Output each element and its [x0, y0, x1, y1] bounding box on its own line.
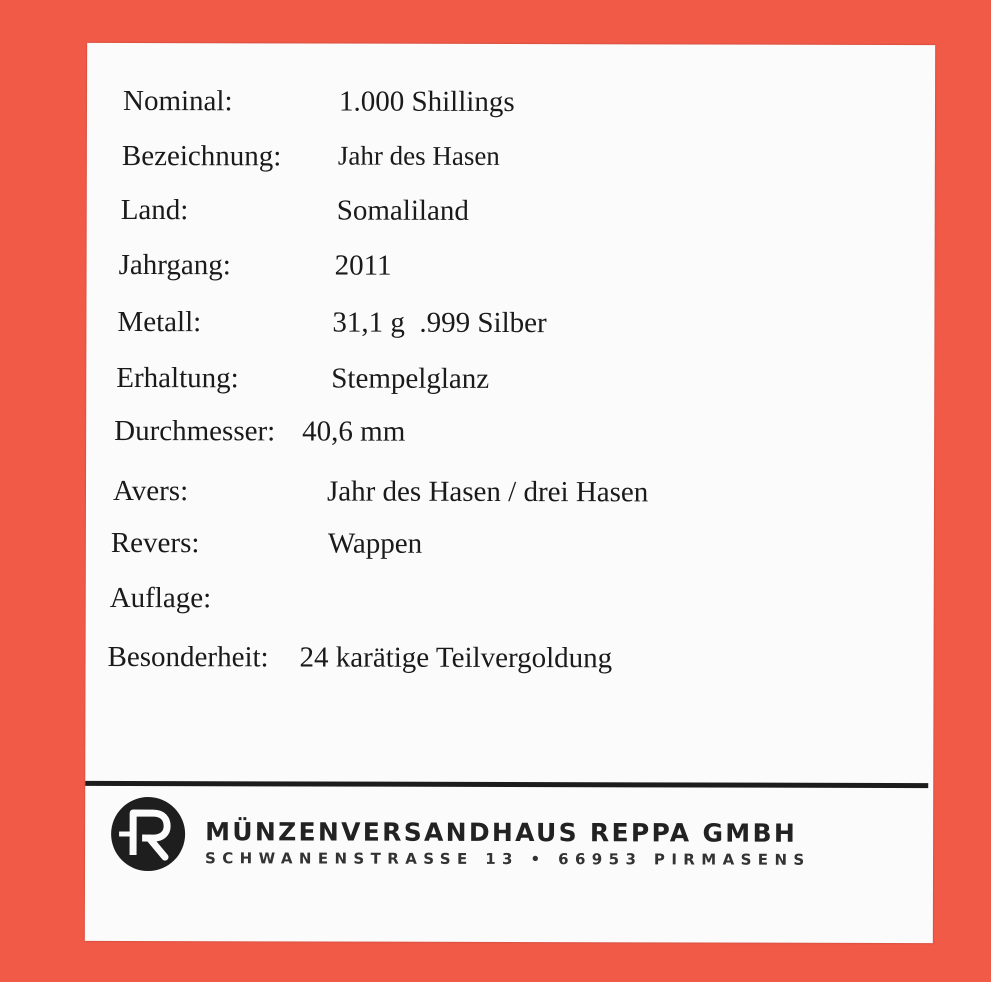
- field-value: Jahr des Hasen: [337, 140, 500, 171]
- field-value: Stempelglanz: [331, 362, 490, 395]
- field-label: Avers:: [112, 474, 189, 508]
- field-label: Jahrgang:: [118, 248, 231, 282]
- field-value: Somaliland: [336, 194, 469, 227]
- company-address: SCHWANENSTRASSE 13 • 66953 PIRMASENS: [205, 849, 811, 869]
- field-value: 31,1 g .999 Silber: [332, 306, 547, 340]
- field-label: Revers:: [110, 526, 200, 560]
- field-value: 1.000 Shillings: [338, 85, 515, 119]
- field-value: Wappen: [327, 527, 423, 560]
- field-label: Erhaltung:: [116, 361, 239, 395]
- field-value: 2011: [334, 249, 392, 282]
- field-label: Metall:: [117, 305, 202, 339]
- field-label: Besonderheit:: [107, 640, 269, 674]
- field-label: Durchmesser:: [114, 414, 276, 448]
- field-label: Nominal:: [122, 84, 233, 118]
- reppa-logo-icon: [109, 795, 187, 873]
- dealer-footer: [107, 793, 907, 885]
- field-value: Jahr des Hasen / drei Hasen: [326, 475, 649, 509]
- company-name: MÜNZENVERSANDHAUS REPPA GMBH: [205, 817, 798, 848]
- field-value: 40,6 mm: [302, 415, 406, 448]
- field-label: Bezeichnung:: [121, 139, 282, 173]
- field-value: 24 karätige Teilvergoldung: [299, 641, 613, 675]
- certificate-card: [85, 43, 935, 943]
- field-label: Land:: [120, 193, 189, 227]
- field-label: Auflage:: [109, 581, 212, 615]
